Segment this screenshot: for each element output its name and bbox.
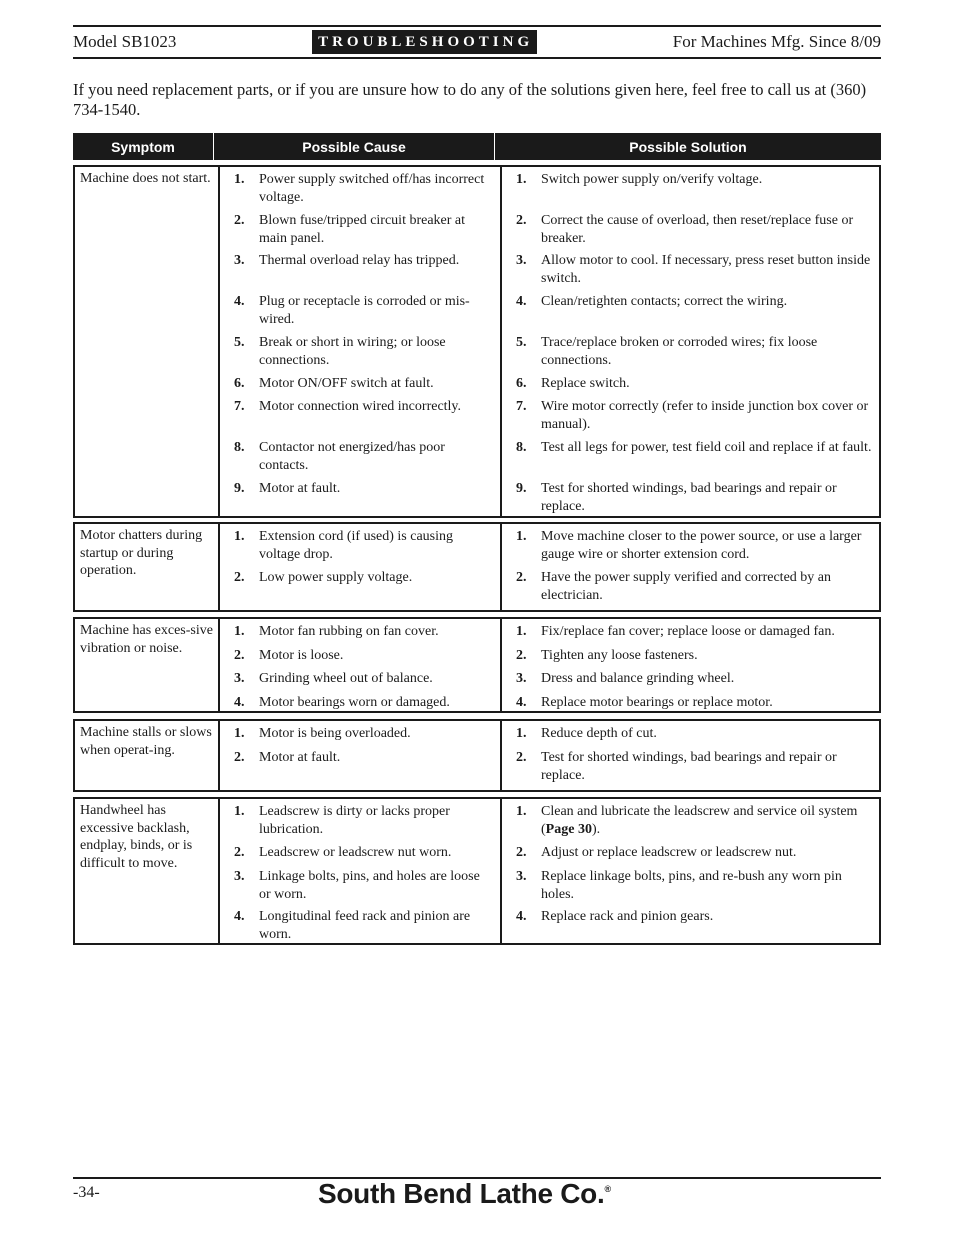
cause-cell: [220, 799, 502, 943]
solution-item: 2. Test for shorted windings, bad bearings and repair or replace.: [516, 750, 837, 783]
cause-cell: [220, 524, 502, 610]
cause-item: 4. Plug or receptacle is corroded or mis-wired.: [234, 294, 470, 327]
solution-item: 2. Tighten any loose fasteners.: [516, 648, 698, 663]
cause-item: 3. Grinding wheel out of balance.: [234, 671, 433, 686]
solution-cell: [502, 799, 879, 943]
solution-item: 5. Trace/replace broken or corroded wires; fix loose connections.: [516, 335, 818, 368]
solution-item: 8. Test all legs for power, test field coil and replace if at fault.: [516, 440, 872, 455]
column-header-cause: Possible Cause: [214, 133, 495, 160]
cause-item: 2. Leadscrew or leadscrew nut worn.: [234, 845, 452, 860]
solution-cell: [502, 524, 879, 610]
cause-item: 1. Extension cord (if used) is causing voltage drop.: [234, 529, 454, 562]
cause-item: 6. Motor ON/OFF switch at fault.: [234, 376, 434, 391]
brand-logo: South Bend Lathe Co.®: [318, 1178, 611, 1209]
solution-item: 6. Replace switch.: [516, 376, 630, 391]
cause-item: 4. Longitudinal feed rack and pinion are worn.: [234, 909, 471, 942]
cause-item: 1. Leadscrew is dirty or lacks proper lubrication.: [234, 804, 450, 837]
cause-item: 1. Power supply switched off/has incorrect voltage.: [234, 172, 485, 205]
symptom-cell: Machine does not start.: [75, 167, 220, 516]
solution-item: 4. Replace rack and pinion gears.: [516, 909, 714, 924]
cause-item: 3. Thermal overload relay has tripped.: [234, 253, 460, 268]
cause-cell: [220, 721, 502, 790]
cause-item: 1. Motor fan rubbing on fan cover.: [234, 624, 439, 639]
page-reference: Page 30: [545, 821, 592, 837]
solution-item: 1. Move machine closer to the power source, or use a larger gauge wire or shorter extension cord.: [516, 529, 862, 562]
solution-item: 4. Replace motor bearings or replace motor.: [516, 695, 773, 710]
solution-item: 1. Switch power supply on/verify voltage.: [516, 172, 763, 187]
column-header-symptom: Symptom: [73, 133, 214, 160]
solution-cell: [502, 167, 879, 516]
page-number: -34-: [73, 1184, 100, 1201]
solution-item: 3. Replace linkage bolts, pins, and re-bush any worn pin holes.: [516, 869, 842, 902]
cause-item: 3. Linkage bolts, pins, and holes are loose or worn.: [234, 869, 480, 902]
model-label: Model SB1023: [73, 32, 177, 51]
solution-cell: [502, 619, 879, 711]
solution-item: 2. Have the power supply verified and corrected by an electrician.: [516, 570, 831, 603]
cause-item: 1. Motor is being overloaded.: [234, 726, 411, 741]
table-row: [73, 522, 881, 612]
solution-item: 9. Test for shorted windings, bad bearings and repair or replace.: [516, 481, 837, 514]
solution-item: 2. Adjust or replace leadscrew or leadscrew nut.: [516, 845, 797, 860]
solution-item: 1. Reduce depth of cut.: [516, 726, 657, 741]
table-row: [73, 797, 881, 945]
solution-item: 4. Clean/retighten contacts; correct the wiring.: [516, 294, 788, 309]
page-header: [73, 25, 881, 59]
cause-item: 4. Motor bearings worn or damaged.: [234, 695, 450, 710]
table-row: [73, 165, 881, 518]
cause-cell: [220, 167, 502, 516]
table-header: [73, 133, 881, 160]
solution-item: 7. Wire motor correctly (refer to inside junction box cover or manual).: [516, 399, 869, 432]
cause-item: 2. Blown fuse/tripped circuit breaker at main panel.: [234, 213, 466, 246]
cause-item: 2. Motor is loose.: [234, 648, 344, 663]
cause-item: 2. Low power supply voltage.: [234, 570, 413, 585]
symptom-cell: Machine has exces-sive vibration or noise.: [75, 619, 220, 711]
mfg-date-label: For Machines Mfg. Since 8/09: [672, 32, 881, 51]
solution-item: 2. Correct the cause of overload, then reset/replace fuse or breaker.: [516, 213, 854, 246]
solution-item: 1. Clean and lubricate the leadscrew and service oil system (Page 30).: [516, 804, 858, 837]
cause-cell: [220, 619, 502, 711]
cause-item: 9. Motor at fault.: [234, 481, 341, 496]
intro-paragraph: If you need replacement parts, or if you are unsure how to do any of the solutions given here, feel free to call us at (360) 734-1540.: [73, 80, 867, 119]
solution-item: 3. Allow motor to cool. If necessary, press reset button inside switch.: [516, 253, 871, 286]
table-row: [73, 719, 881, 792]
symptom-cell: Machine stalls or slows when operat-ing.: [75, 721, 220, 790]
cause-item: 7. Motor connection wired incorrectly.: [234, 399, 462, 414]
cause-item: 8. Contactor not energized/has poor contacts.: [234, 440, 445, 473]
table-row: [73, 617, 881, 713]
solution-cell: [502, 721, 879, 790]
symptom-cell: Handwheel has excessive backlash, endplay, binds, or is difficult to move.: [75, 799, 220, 943]
cause-item: 5. Break or short in wiring; or loose connections.: [234, 335, 446, 368]
solution-item: 1. Fix/replace fan cover; replace loose or damaged fan.: [516, 624, 835, 639]
symptom-cell: Motor chatters during startup or during operation.: [75, 524, 220, 610]
solution-item: 3. Dress and balance grinding wheel.: [516, 671, 735, 686]
cause-item: 2. Motor at fault.: [234, 750, 341, 765]
column-header-solution: Possible Solution: [629, 138, 747, 155]
section-title: TROUBLESHOOTING: [312, 30, 537, 54]
